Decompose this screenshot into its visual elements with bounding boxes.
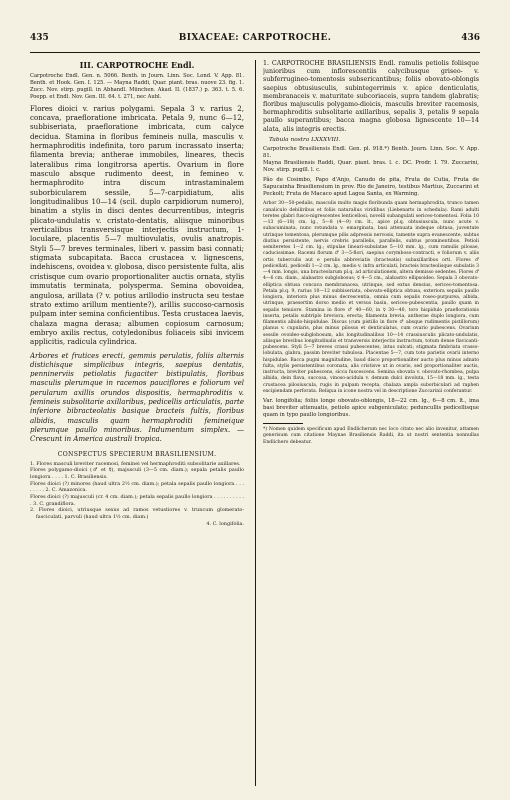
key-entry: Flores polygamo-dioici (♂ et ☿), majusculi (3—5 cm. diam.); sepala petalis paullo longiora . . . . 1. C. Brasiliensis. (30, 467, 244, 480)
left-column (30, 60, 244, 780)
species-key (30, 461, 244, 528)
key-entry: Flores dioici (?) majusculi (cr. 4 cm. diam.); petala sepalis paullo longiora . . . . . . . . . . . 3. C. grandiflora. (30, 494, 244, 507)
running-title: BIXACEAE: CARPOTROCHE. (178, 33, 332, 43)
vernacular-names: Pão de Cosimbo, Papo d'Anjo, Canudo de pita, Fruta de Cutia, Fruta de Sapucainha Brasiliensium in prov. Rio de Janeiro, testibus Martius, Zuccarini et Peckolt; Fruta de Macaco apud Lagoa Santa, ex Warming. (263, 176, 479, 198)
header-rule (30, 52, 480, 53)
habit-description: Arbores et frutices erecti, gemmis perulatis, foliis alternis distichisque simplicibus integris, saepius dentatis, penninerviis petiolatis fugaciter bistipulatis, floribus masculis plerumque in racemos pauciflores e foliorum vel perularum axillis orundos dispositis, hermaphroditis v. femineis subsolitarie axillaribus, pedicellis articulatis, parte inferiore bibracteolatis basique bracteis fultis, floribus albidis, masculis quam hermaphroditi femineique plerumque paullo minoribus. Indumentum simplex. — Crescunt in America australi tropica. (30, 351, 244, 444)
page-number-right: 436 (461, 33, 480, 43)
genus-references: Carpotroche Endl. Gen. n. 5066. Benth. in Journ. Linn. Soc. Lond. V. App. 81. Benth. et Hook. Gen. I. 125. — Mayna Raddi, Quar. piant. bras. nuove 23. fig. 1. Zucc. Nov. stirp. pugill. in Abhandl. München. Akad. II. (1837.) p. 363. t. 5. 6. Poepp. et Endl. Nov. Gen. III. 64. t. 271, nec Aubl. (30, 73, 244, 100)
species-diagnosis: 1. CARPOTROCHE BRASILIENSIS Endl. ramulis petiolis foliisque junioribus cum inflorescentiis calycibusque griseo- v. subferrugineo-tomentosis subsericantibus; foliis obovato-oblongis saepius obtusiusculis, subintegerrimis v. apice denticulatis, membranaceis v. maturitate subcoriaceis, supra tandem glabratis; floribus majusculis polygamo-dioicis, masculis breviter racemosis, hermaphroditis subsolitarie axillaribus, sepalis 3, petalis 9 sepala paullo superantibus; bacca magna globosa lignescente 10—14 alata, alis integris erectis. (263, 60, 479, 133)
key-lead: 1. Flores masculi breviter racemosi, feminei vel hermaphroditi subsolitarie axillares. (30, 460, 241, 467)
species-description: Arbor 30—50-pedalis, masculis multo magis floribunda quam hermaphrodita, trunco tamen canaliculo debiliribus et foliis naturalius viridibus (Liebenarts in schedula). Rami adulti teretes glabri fusco-nigrescentes lenticellosi, novelli subangulati sericeo-tomentosi. Folia 10—13 (6—18) cm. lg., 5—8 (4—9) cm. lt., apice pl.q. obtusiuscula, nunc acute v. subacuminata, nunc rotundata v. emarginata, basi attenuata indeque obtusa, juventute utrinque tomentosa, plerumque pilis adpressis nervosis, tamente supra evanescente, subtus diutius persistente, nervis crebris parallelis, parallelis, subtus prominentibus. Petioli semiteretes 1—2 cm. lg.; stipulae lineari-subulatae 5—10 mm. lg., cum ramulis pilosae, caducissimae. Racemi florum ♂ 3—5-flori, saepius corymboso-contracti, e foliorum v. aliis ortis tuberculis aut e perulis abbreviatis (bracteatis) subaxillaribus orti. Flores ♂ pedicellati, pedicelli 1—2 cm. lg., medio v. infra articulati, bracteis bracteolisque subulatis 3—4 mm. longis, una bracteolarum pl.q. ad articulationem, altera demisso sedentes. Flores ♂ 4—6 cm. diam., alabastro subglobosus; ☿ 4—5 cm., alabastro ellipsoideo. Sepala 3 obovato-elliptica obtusa concava membranacea, utrinque, sed extus densius, sericeo-tomentosa. Petala pl.q. 9, rarius 10—12 subbiseriata, obovato-elliptica obtusa, exteriora sepalis paullo longiora, interiora plus minus decrescentia, omnia cum sepalis roseo-purpurea, albida, utrinque, praesertim dorso medio et versus basin, sericeo-pubescentia, paullo quam in sepalis tenuiore. Stamina in flore ♂ 40—60, in ☿ 30—40, toro hispidulo praeflorationis inserta, petalis subtriplo breviora, erecta; filamenta brevia, antherae duplo longiora, cum filamentis albido-hispidulae. Discus (cum pistillo in flore ♂ absque rudimentis pistillorum) planus v. cupularis, plus minus pilosus et denticulatus, cum ovario pubescens. Ovarium sessile ovoideo-subglobosum, alis longitudinalibus 10—14 crassiusculis plicato-undulatis, aliisque brevibus longitudinalis et transversis interjectis instructum, totum dense flavicanti-pubescens. Styli 5—7 breves crassi pubescentes, intus sulcati; stigmata fimbriata crasso-lobulata, glabra, passim breviter tubulosa. Placentae 5—7, cum toto parietis ovarii interno hispidulae. Bacca pugni magnitudine, baud disco proportionaliter aucto plus minus adnato fulta, stylis persistentibus coronata, alis cristisve ut in ovario, sed proportionaliter auctis, instructa, breviter pubescens, sicca fuscescens. Semina obovata v. obovato-rhombea, pulpa albida, dein flava, succosa, vinoso-acidula v. demum dulci involuta, 15—18 mm. lg., testa crustacea pilosiuscula, rugis in pulpam recepta, chalaza ampla suborbiculari ad raphen excipiendam perforata. Reliqua in icone nostra vel in descriptione Zuccarinii conferantur. (263, 201, 479, 394)
key-entry: Flores dioici (?) minores (haud ultra 2½ cm. diam.); petala sepalis paullo longiora . . . . . . . . 2. C. Amazonica. (30, 480, 244, 494)
page-number-left: 435 (30, 33, 49, 43)
page-header (30, 33, 480, 51)
key-lead: 2. Flores dioici, utriusque sexus ad ramos vetustiores v. truncum glomerato-fasciculati, parvuli (haud ultra 1½ cm. diam.) (30, 507, 244, 521)
genus-description: Flores dioici v. rarius polygami. Sepala 3 v. rarius 2, concava, praefloratione imbricata. Petala 9, nunc 6—12, subbiseriata, praefloratione imbricata, cum calyce decidua. Stamina in floribus femineis nulla, masculis v. hermaphroditis indefinita, toro parum incrassato inserta; filamenta brevia; antherae immobiles, lineares, thecis lateralibus rima longitrorsa apertis. Ovarium in flore masculo absque rudimento deest, in femineo v. hermaphrodito intra discum intrastaminalem suborbicularem sessile, 5—7-carpidiatum, alis longitudinalibus 10—14 (scil. duplo carpidiorum numero), binatim a stylis in disci dentes decurrentibus, integris plicato-undulatis v. cristato-dentatis, aliisque minoribus verticalibus transversisque interjectis instructum, 1-loculare, placentis 5—7 multiovulatis, ovulis anatropis. Styli 5—7 breves terminales, liberi v. passim basi connati; stigmata subcapitata. Bacca crustacea v. lignescens, indehiscens, ovoidea v. globosa, disco persistente fulta, alis cristisque cum ovario proportionaliter auctis ornata, stylis immutatis terminata, polysperma. Semina obovoidea, angulosa, arillata (? v. potius arillodio instructa seu testae strato extimo arillum mentiente?), arillis succoso-carnosis pulpam inter semina conficientibus. Testa crustacea laevis, chalaza magna derasa; albumen copiosum carnosum; embryo axilis rectus, cotyledonibus foliaceis sibi invicem applicitis, radicula cylindrica. (30, 103, 244, 347)
footnote-rule (263, 423, 303, 424)
column-divider (255, 60, 256, 786)
synonymy: Carpotroche Brasiliensis Endl. Gen. pl. 918.*) Benth. Journ. Linn. Soc. V. App. 81. Mayna Brasiliensis Raddi, Quar. piant. bras. l. c. DC. Prodr. I. 79. Zuccarini, Nov. stirp. pugill. l. c. (263, 145, 479, 174)
right-column (263, 60, 479, 780)
genus-title: III. CARPOTROCHE Endl. (79, 60, 195, 70)
footnote: *) Nomen quidem specificum apud Endlicherum nec loco citato nec alio invenitur, attamen generisum cum citatione Maynae Brasiliensis Raddi, ita ut nostri sententia nonnullas Endlicherо debeatur. (263, 427, 479, 445)
key-entry: 4. C. longifolia. (206, 520, 244, 527)
plate-reference: Tabula nostra LXXXVIII. (269, 136, 341, 143)
conspectus-title: CONSPECTUS SPECIERUM BRASILIENSIUM. (57, 450, 217, 458)
variety-longifolia: Var. longifolia; foliis longe obovato-oblongis, 18—22 cm. lg., 6—8 cm. lt., ima basi breviter attenuatis, petiolo apice subgeniculato; peduncullis pedicellisque quam in typo paullo longioribus. (263, 398, 479, 419)
